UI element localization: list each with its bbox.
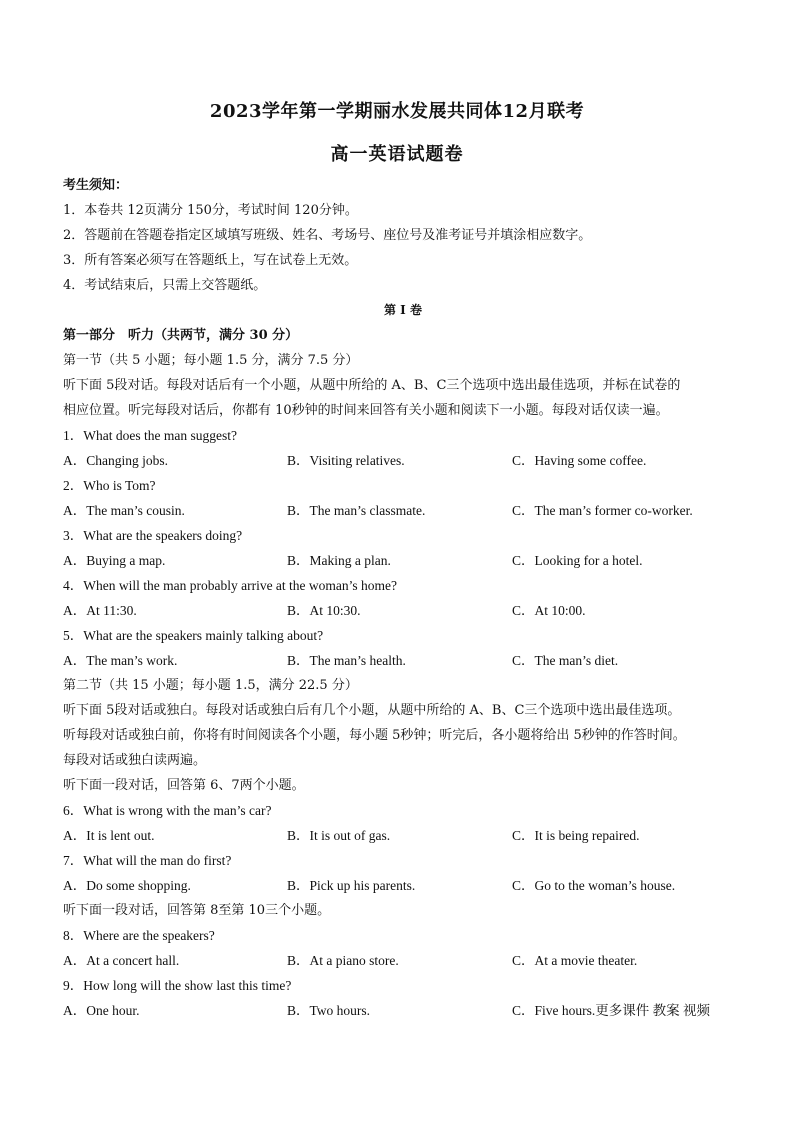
question-options xyxy=(63,998,743,1023)
option-b: B．It is out of gas. xyxy=(287,828,391,843)
notice-item: 3．所有答案必须写在答题纸上，写在试卷上无效。 xyxy=(63,253,358,268)
notice-item: 2．答题前在答题卷指定区域填写班级、姓名、考场号、座位号及准考证号并填涂相应数字。 xyxy=(63,228,592,243)
section1-instructions: 相应位置。听完每段对话后，你都有 10秒钟的时间来回答有关小题和阅读下一小题。每段对话仅读一遍。 xyxy=(63,403,669,418)
question-stem: 1．What does the man suggest? xyxy=(63,428,237,443)
notice-item: 4．考试结束后，只需上交答题纸。 xyxy=(63,278,267,293)
option-a: A．Changing jobs. xyxy=(63,453,169,468)
question-options xyxy=(63,873,743,898)
section2-heading: 第二节（共 15 小题；每小题 1.5，满分 22.5 分） xyxy=(63,678,358,693)
exam-content xyxy=(63,173,743,1023)
question-stem: 5．What are the speakers mainly talking about? xyxy=(63,628,324,643)
notice-item: 1．本卷共 12页满分 150分，考试时间 120分钟。 xyxy=(63,203,358,218)
option-c: C．Go to the woman’s house. xyxy=(512,878,676,893)
option-b: B．Pick up his parents. xyxy=(287,878,416,893)
question-stem: 4．When will the man probably arrive at the woman’s home? xyxy=(63,578,398,593)
option-c: C．Five hours.更多课件 教案 视频 xyxy=(512,1003,711,1018)
option-c: C．It is being repaired. xyxy=(512,828,640,843)
question-stem: 9．How long will the show last this time? xyxy=(63,978,292,993)
question-options xyxy=(63,498,743,523)
option-a: A．At a concert hall. xyxy=(63,953,180,968)
option-b: B．Visiting relatives. xyxy=(287,453,405,468)
question-options xyxy=(63,448,743,473)
option-a: A．The man’s cousin. xyxy=(63,503,185,518)
question-options xyxy=(63,648,743,673)
option-c: C．The man’s diet. xyxy=(512,653,619,668)
question-options xyxy=(63,948,743,973)
option-c: C．At 10:00. xyxy=(512,603,586,618)
option-b: B．Making a plan. xyxy=(287,553,391,568)
question-stem: 2．Who is Tom? xyxy=(63,478,156,493)
option-c: C．Looking for a hotel. xyxy=(512,553,643,568)
section1-instructions: 听下面 5段对话。每段对话后有一个小题，从题中所给的 A、B、C三个选项中选出最佳选项，并标在试卷的 xyxy=(63,378,681,393)
option-b: B．At a piano store. xyxy=(287,953,399,968)
exam-title: 2023学年第一学期丽水发展共同体12月联考 xyxy=(209,101,585,122)
volume-heading: 第 I 卷 xyxy=(384,303,422,317)
question-options xyxy=(63,598,743,623)
option-a: A．The man’s work. xyxy=(63,653,178,668)
option-b: B．Two hours. xyxy=(287,1003,371,1018)
exam-subtitle: 高一英语试题卷 xyxy=(330,144,464,165)
section1-heading: 第一节（共 5 小题；每小题 1.5 分，满分 7.5 分） xyxy=(63,353,359,368)
option-b: B．The man’s health. xyxy=(287,653,406,668)
question-stem: 6．What is wrong with the man’s car? xyxy=(63,803,272,818)
option-a: A．It is lent out. xyxy=(63,828,155,843)
option-a: A．At 11:30. xyxy=(63,603,137,618)
notice-heading: 考生须知： xyxy=(63,178,129,193)
part1-heading: 第一部分 听力（共两节，满分 30 分） xyxy=(63,328,299,343)
group-intro: 听下面一段对话，回答第 6、7两个小题。 xyxy=(63,778,305,793)
question-stem: 7．What will the man do first? xyxy=(63,853,232,868)
option-c: C．Having some coffee. xyxy=(512,453,647,468)
question-stem: 3．What are the speakers doing? xyxy=(63,528,243,543)
section2-instructions: 听下面 5段对话或独白。每段对话或独白后有几个小题，从题中所给的 A、B、C三个选项中选出最佳选项。 xyxy=(63,703,681,718)
group-intro: 听下面一段对话，回答第 8至第 10三个小题。 xyxy=(63,903,331,918)
option-b: B．At 10:30. xyxy=(287,603,361,618)
question-stem: 8．Where are the speakers? xyxy=(63,928,215,943)
option-a: A．Buying a map. xyxy=(63,553,166,568)
option-c: C．At a movie theater. xyxy=(512,953,638,968)
question-options xyxy=(63,823,743,848)
option-b: B．The man’s classmate. xyxy=(287,503,426,518)
option-a: A．One hour. xyxy=(63,1003,140,1018)
option-a: A．Do some shopping. xyxy=(63,878,191,893)
section2-instructions: 每段对话或独白读两遍。 xyxy=(63,753,207,768)
section2-instructions: 听每段对话或独白前，你将有时间阅读各个小题，每小题 5秒钟；听完后，各小题将给出 5秒钟的作答时间。 xyxy=(63,728,686,743)
option-c: C．The man’s former co-worker. xyxy=(512,503,693,518)
question-options xyxy=(63,548,743,573)
